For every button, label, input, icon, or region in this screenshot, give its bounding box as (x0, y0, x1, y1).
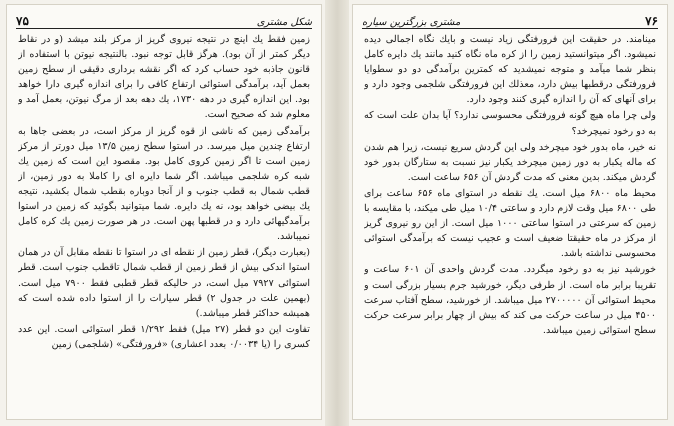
left-page-header (16, 10, 312, 29)
left-paragraph-2: برآمدگی زمین که ناشی از قوه گریز از مرکز است، در بعضی جاها به ارتفاع چندین میل میرسد. در استوا سطح زمین ۱۳/۵ میل دورتر از مرکز زمین است تا اگر زمین کروی کامل بود. مقصود این است که زمین یك شبه کره شلجمی میباشد. اگر شما دایره ای را کاملا به دور زمین، از قطب شمال به قطب جنوب و از آنجا دوباره بقطب شمال بکشید، نتیجه یك بیضی خواهد بود، نه یك دایره. شما میتوانید بگوئید که زمین در استوا برآمدگیهائی دارد و در قطبها پهن است. در هر صورت زمین یك کره کامل نمیباشد. (18, 125, 310, 243)
right-page (352, 4, 668, 420)
book-gutter (325, 0, 349, 426)
right-paragraph-3: نه خیر، ماه بدور خود میچرخد ولی این گردش سریع نیست، زیرا هم شدن که ماله یکبار به دور زمین میچرخد یکبار نیز نسبت به ستارگان بدور خود گردش میکند. بدین معنی که مدت گردش آن ۶۵۶ ساعت است. (364, 141, 656, 183)
right-paragraph-5: خورشید نیز به دو رخود میگردد. مدت گردش واحدی آن ۶۰۱ ساعت و تقریبا برابر ماه است. از طرفی دیگر، خورشید جرم بسیار بزرگی است و محیط استوائی آن ۲۷۰۰۰۰۰ میل میباشد. از خورشید، سطح آفتاب سرعت ۴۵۰۰ میل در ساعت حرکت می کند که بیش از چهار برابر سرعت حرکت سطح استوائی زمین میباشد. (364, 264, 656, 336)
right-page-body (364, 32, 656, 414)
right-header-title: مشتری بزرگترین سیاره (362, 17, 461, 28)
left-page-number: ۷۵ (16, 14, 29, 28)
right-paragraph-1: مینامند. در حقیقت این فرورفتگی زیاد نیست و بایك نگاه اجمالی دیده نمیشود. اگر میتوانستید زمین را از کره ماه نگاه کنید مانند یك دایره کامل بنظر شما میآمد و متوجه نمیشدید که کمترین برآمدگی دو دو سطوایا فرورفتگی درقطبها بیش دارد، معذلك این فرورفتگی شلجمی وجود دارد و برای آنهای که آن را اندازه گیری کنند وجود دارد. (364, 34, 656, 106)
right-page-header (362, 10, 658, 29)
left-paragraph-1: زمین فقط یك اینچ در نتیجه نیروی گریز از مرکز بلند میشد (و در نقاط دیگر کمتر از آن بود). هرگز قابل توجه نبود. بالنتیجه نیوتن با استفاده از قانون جاذبه خود حساب کرد که اگر نقشه برداری دقیقی از سطح زمین بعمل آید، برآمدگی استوائی ارتفاع کافی را برای اندازه گیری دارا خواهد بود. این اندازه گیری در دهه ۱۷۳۰، یك دهه بعد از مرگ نیوتن، بعمل آمد و معلوم شد که صحیح است. (18, 34, 310, 121)
left-page (6, 4, 322, 420)
left-page-body (18, 32, 310, 414)
left-paragraph-3: (بعبارت دیگر)، قطر زمین از نقطه ای در استوا تا نقطه مقابل آن در همان استوا اندکی بیش از قطر زمین از قطب شمال تاقطب جنوب است. قطر استوائی ۷۹۲۷ میل است، در حالیکه قطر قطبی فقط ۷۹۰۰ میل است. (بهمین علت در جدول ۲) قطر سیارات را از استوا داده شده است که همیشه حداکثر قطر میباشد.) (18, 247, 310, 319)
left-paragraph-4: تفاوت این دو قطر (۲۷ میل) فقط ۱/۲۹۲ قطر استوائی است. این عدد کسری را (یا ۰/۰۰۳۴ بعدد اعشاری) «فرورفتگی» (شلجمی) زمین (18, 323, 310, 350)
right-paragraph-4: محیط ماه ۶۸۰۰ میل است. یك نقطه در استوای ماه ۶۵۶ ساعت برای طی ۶۸۰۰ میل وقت لازم دارد و ساعتی ۱۰/۴ میل طی میکند، با مقایسه با زمین که سرعتی در استوا ساعتی ۱۰۰۰ میل است. از این رو نیروی گریز از مرکز در ماه حقیقتا ضعیف است و عجیب نیست که برآمدگی استوائی محسوسی نداشته باشد. (364, 187, 656, 260)
left-header-title: شکل مشتری (256, 17, 312, 28)
right-page-number: ۷۶ (645, 14, 658, 28)
right-paragraph-2: ولی چرا ماه هیچ گونه فرورفتگی محسوسی ندارد؟ آیا بدان علت است که به دو رخود نمیچرخد؟ (364, 110, 656, 137)
